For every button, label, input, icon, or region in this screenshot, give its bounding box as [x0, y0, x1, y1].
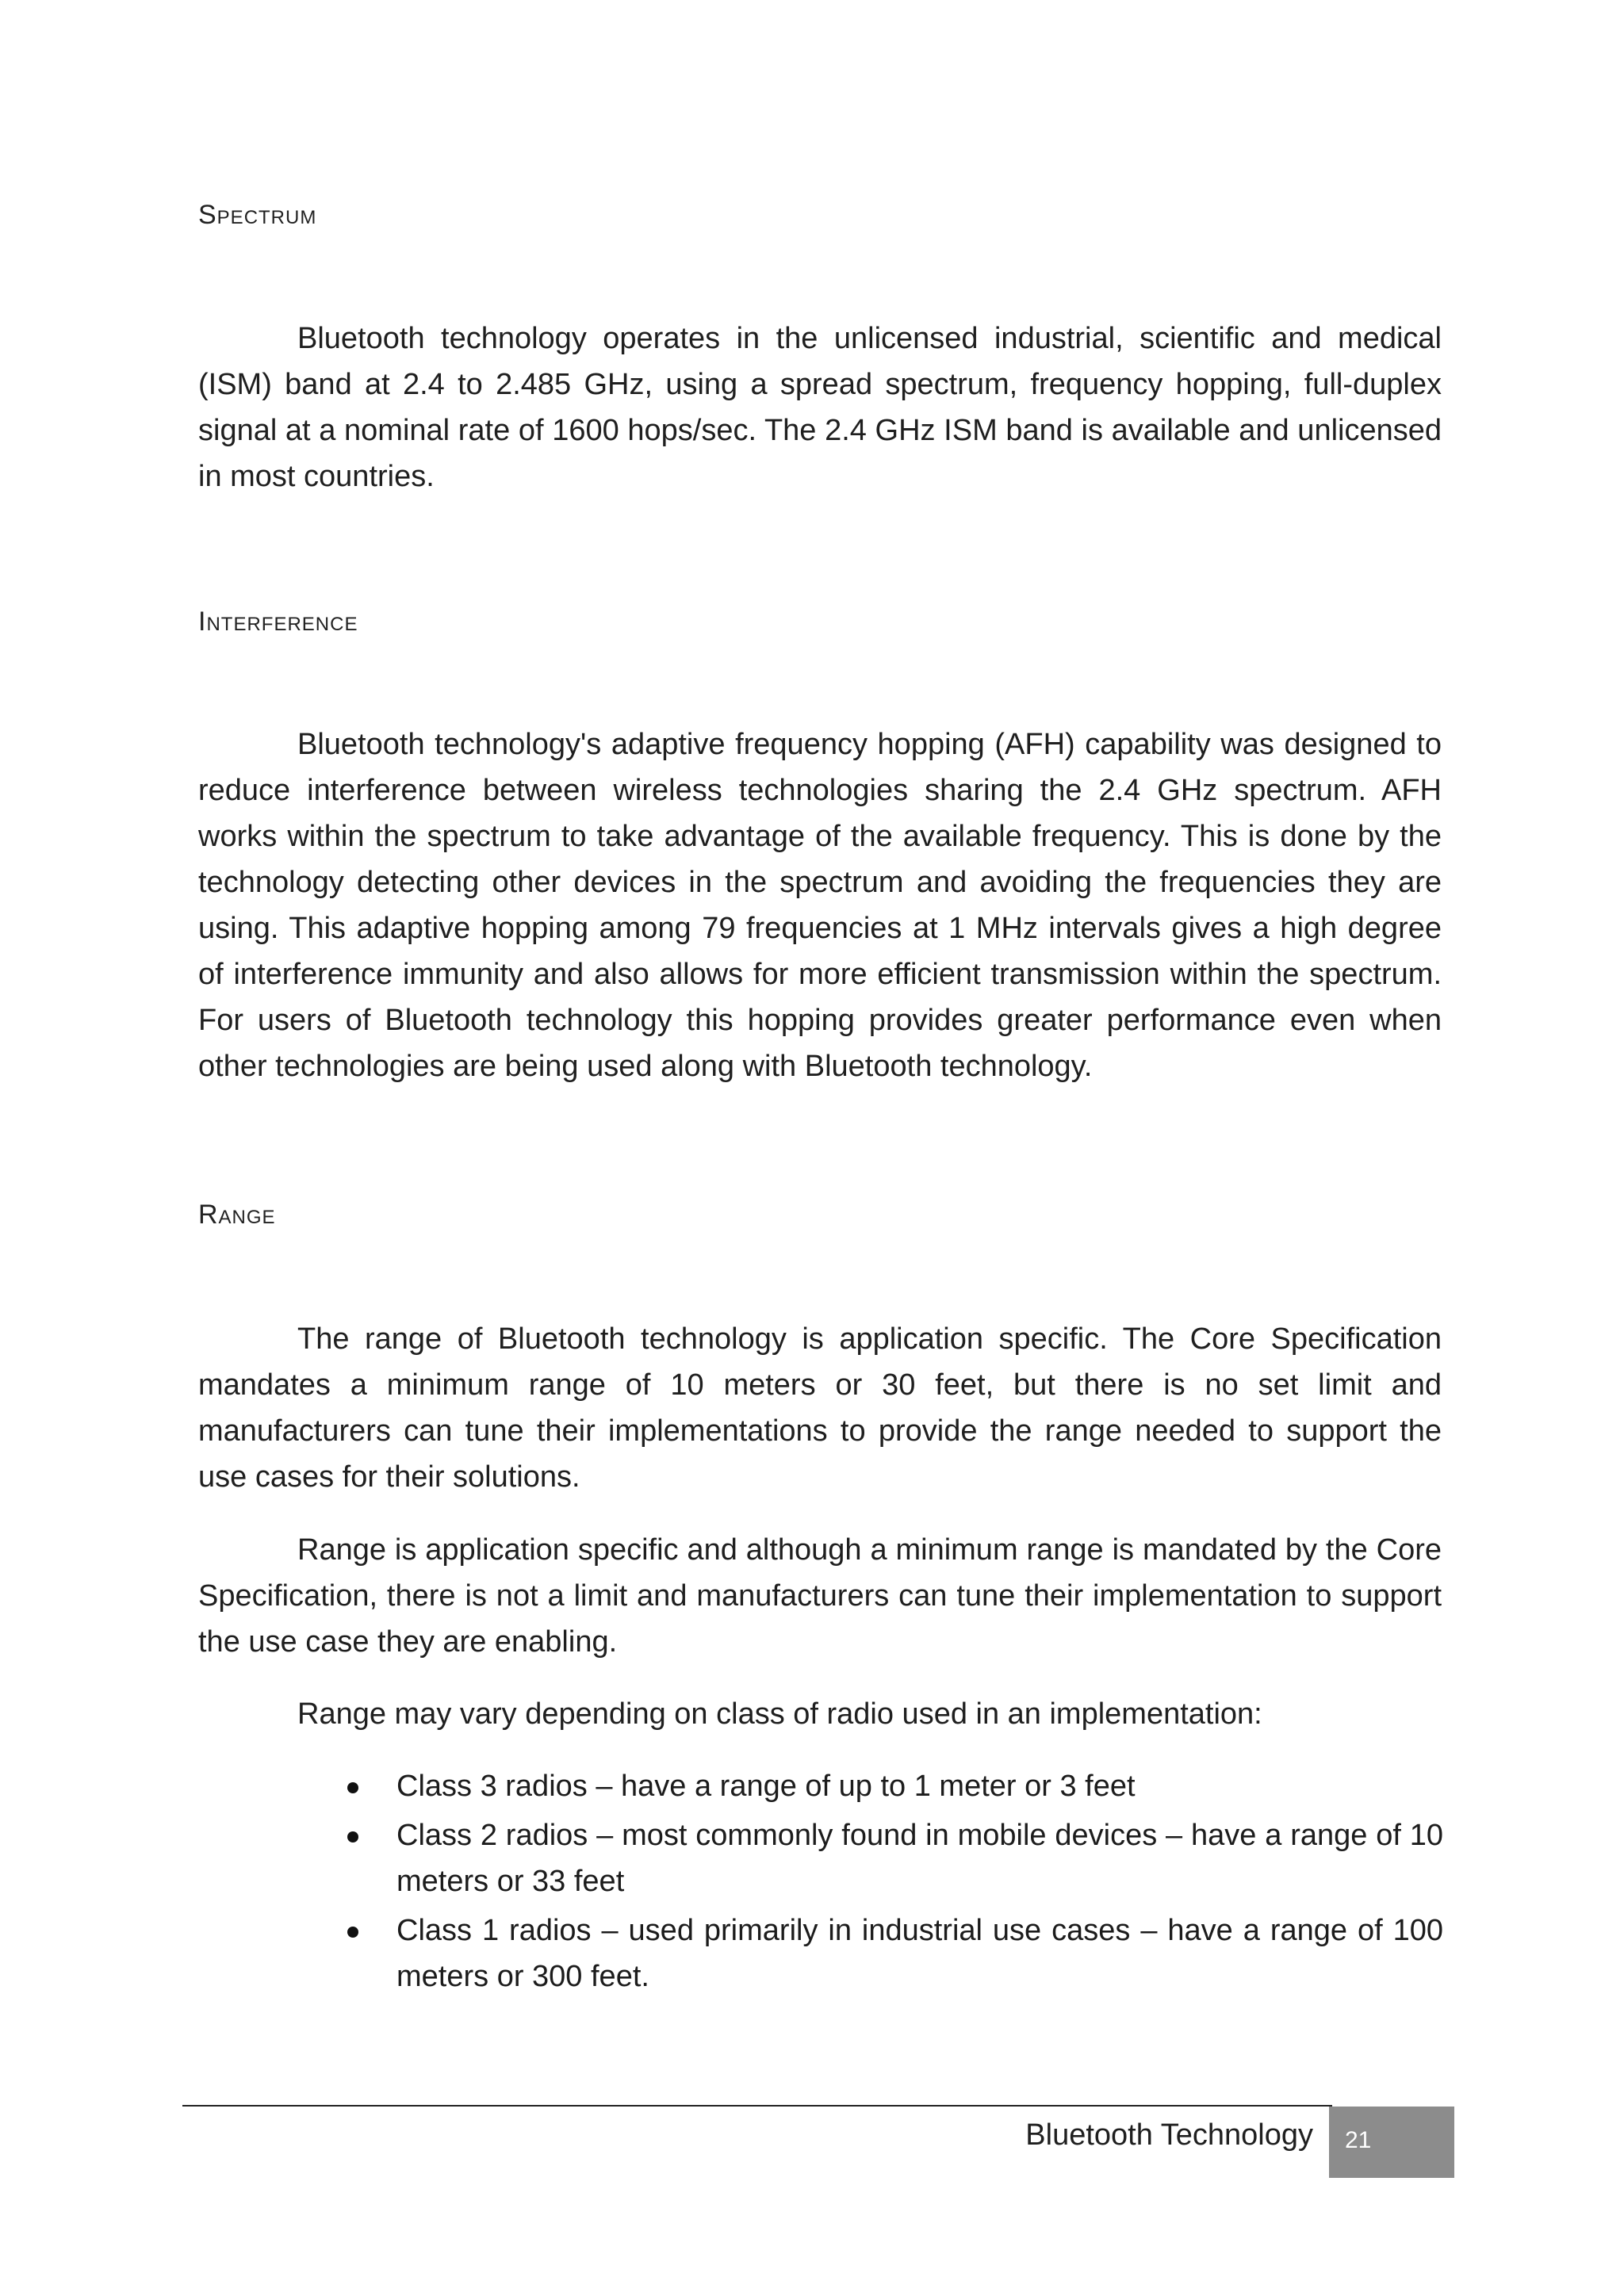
footer-title: Bluetooth Technology [1025, 2118, 1313, 2152]
radio-class-list [341, 1763, 1443, 2003]
section-heading-interference: Interference [198, 607, 358, 637]
paragraph-interference: Bluetooth technology's adaptive frequency hopping (AFH) capability was designed to reduce interference between wireless technologies sharing the 2.4 GHz spectrum. AFH works within the spectrum to take advantage of the available frequency. This is done by the technology detecting other devices in the spectrum and avoiding the frequencies they are using. This adaptive hopping among 79 frequencies at 1 MHz intervals gives a high degree of interference immunity and also allows for more efficient transmission within the spectrum. For users of Bluetooth technology this hopping provides greater performance even when other technologies are being used along with Bluetooth technology. [198, 728, 1442, 1083]
page-number-box [1329, 2107, 1454, 2178]
paragraph-spectrum: Bluetooth technology operates in the unlicensed industrial, scientific and medical (ISM) band at 2.4 to 2.485 GHz, using a spread spectrum, frequency hopping, full-duplex signal at a nominal rate of 1600 hops/sec. The 2.4 GHz ISM band is available and unlicensed in most countries. [198, 322, 1442, 493]
section-heading-range: Range [198, 1200, 276, 1230]
bullet-icon [347, 1831, 358, 1843]
bullet-icon [347, 1782, 358, 1793]
list-item [341, 1763, 1443, 1809]
page-number: 21 [1345, 2127, 1372, 2153]
paragraph-range-1: The range of Bluetooth technology is application specific. The Core Specification mandates a minimum range of 10 meters or 30 feet, but there is no set limit and manufacturers can tune their implementations to provide the range needed to support the use cases for their solutions. [198, 1322, 1442, 1494]
footer-divider [182, 2105, 1332, 2107]
list-item-text: Class 3 radios – have a range of up to 1 meter or 3 feet [396, 1770, 1136, 1803]
section-heading-spectrum: Spectrum [198, 200, 317, 230]
list-item-text: Class 2 radios – most commonly found in mobile devices – have a range of 10 meters or 33 feet [396, 1819, 1443, 1898]
paragraph-range-3: Range may vary depending on class of radio used in an implementation: [297, 1697, 1262, 1731]
list-item [341, 1908, 1443, 1999]
list-item [341, 1812, 1443, 1904]
paragraph-range-2: Range is application specific and although a minimum range is mandated by the Core Specification, there is not a limit and manufacturers can tune their implementation to support the use case they are enabling. [198, 1533, 1442, 1659]
bullet-icon [347, 1927, 358, 1938]
list-item-text: Class 1 radios – used primarily in industrial use cases – have a range of 100 meters or 300 feet. [396, 1914, 1443, 1993]
